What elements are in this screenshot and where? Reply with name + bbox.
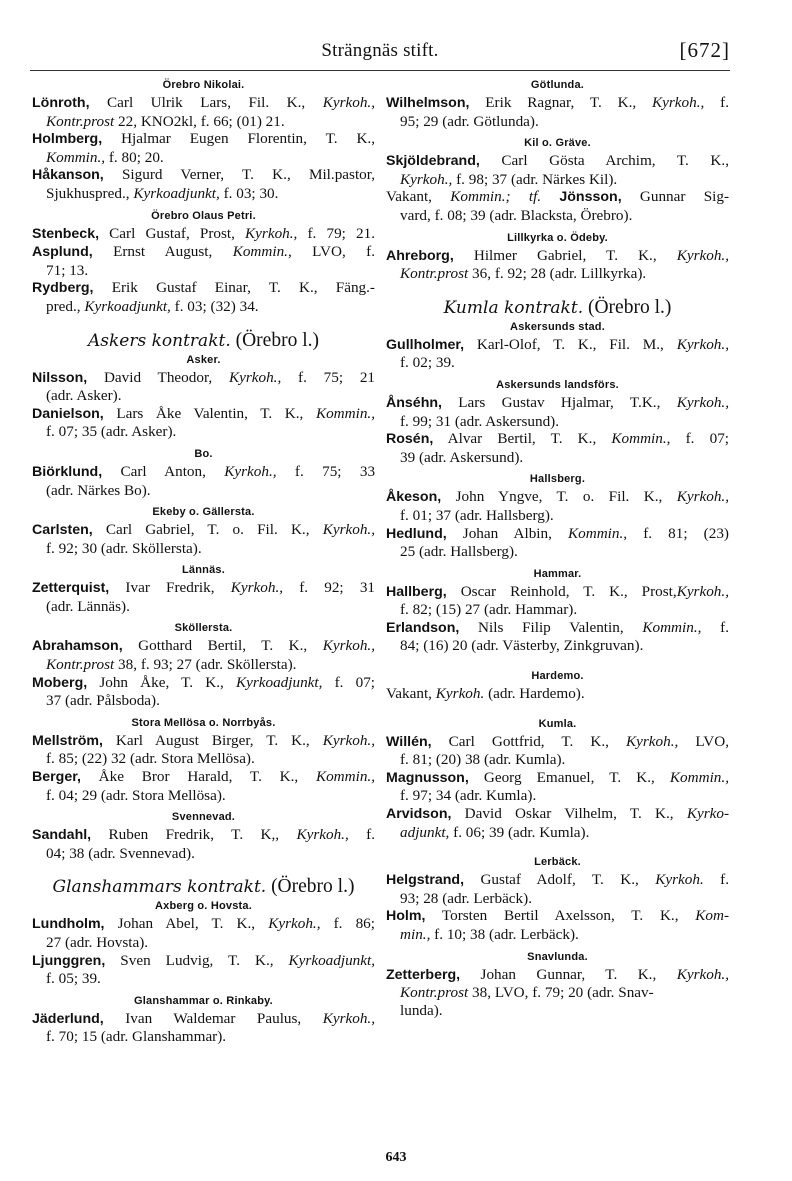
clergy-entry: Ljunggren, Sven Ludvig, T. K., Kyrkoadjunkt, f. 05; 39.: [32, 951, 376, 988]
clergy-entry: Sandahl, Ruben Fredrik, T. K,, Kyrkoh., f. 04; 38 (adr. Svennevad).: [32, 826, 376, 862]
contract-heading: Askers kontrakt. (Örebro l.): [88, 329, 319, 351]
parish-heading: Axberg o. Hovsta.: [155, 900, 252, 913]
parish-heading: Örebro Nikolai.: [162, 79, 245, 91]
parish-heading: Askersunds stad.: [510, 320, 605, 333]
clergy-entry: Jäderlund, Ivan Waldemar Paulus, Kyrkoh., f. 70; 15 (adr. Glanshammar).: [32, 1009, 376, 1046]
clergy-entry: Rosén, Alvar Bertil, T. K., Kommin., f. 07; 39 (adr. Askersund).: [386, 430, 730, 466]
clergy-entry: Holm, Torsten Bertil Axelsson, T. K., Kom- min., f. 10; 38 (adr. Lerbäck).: [386, 907, 729, 943]
clergy-entry: Wilhelmson, Erik Ragnar, T. K., Kyrkoh., f. 95; 29 (adr. Götlunda).: [386, 94, 729, 130]
clergy-entry: Ahreborg, Hilmer Gabriel, T. K., Kyrkoh., Kontr.prost 36, f. 92; 28 (adr. Lillkyrka).: [386, 246, 730, 283]
clergy-entry: Holmberg, Hjalmar Eugen Florentin, T. K., Kommin., f. 80; 20.: [32, 130, 376, 166]
contract-heading: Kumla kontrakt. (Örebro l.): [443, 296, 672, 318]
parish-heading: Snavlunda.: [527, 950, 588, 963]
clergy-entry: Åkeson, John Yngve, T. o. Fil. K., Kyrkoh., f. 01; 37 (adr. Hallsberg).: [386, 488, 730, 524]
parish-heading: Stora Mellösa o. Norrbyås.: [131, 716, 276, 729]
right-column: [386, 78, 729, 1019]
clergy-entry: Gullholmer, Karl-Olof, T. K., Fil. M., Kyrkoh., f. 02; 39.: [386, 335, 729, 372]
parish-heading: Hammar.: [533, 567, 582, 580]
parish-heading: Sköllersta.: [174, 622, 233, 635]
clergy-entry: Abrahamson, Gotthard Bertil, T. K., Kyrkoh., Kontr.prost 38, f. 93; 27 (adr. Sköllersta).: [32, 637, 376, 674]
clergy-entry: Moberg, John Åke, T. K., Kyrkoadjunkt, f. 07; 37 (adr. Pålsboda).: [32, 673, 376, 710]
parish-heading: Kil o. Gräve.: [524, 137, 591, 150]
parish-heading: Askersunds landsförs.: [496, 378, 619, 391]
clergy-entry: Mellström, Karl August Birger, T. K., Kyrkoh., f. 85; (22) 32 (adr. Stora Mellösa).: [32, 731, 376, 768]
left-column: [32, 78, 375, 1046]
clergy-entry: Carlsten, Carl Gabriel, T. o. Fil. K., Kyrkoh., f. 92; 30 (adr. Sköllersta).: [32, 521, 376, 557]
clergy-entry: Berger, Åke Bror Harald, T. K., Kommin., f. 04; 29 (adr. Stora Mellösa).: [32, 768, 376, 804]
clergy-entry: Lundholm, Johan Abel, T. K., Kyrkoh., f. 86; 27 (adr. Hovsta).: [32, 915, 375, 951]
clergy-entry: Ånséhn, Lars Gustav Hjalmar, T.K., Kyrkoh., f. 99; 31 (adr. Askersund).: [386, 393, 730, 430]
parish-heading: Örebro Olaus Petri.: [151, 209, 256, 222]
parish-heading: Ekeby o. Gällersta.: [152, 506, 255, 519]
clergy-entry: Arvidson, David Oskar Vilhelm, T. K., Kyrko- adjunkt, f. 06; 39 (adr. Kumla).: [386, 805, 730, 841]
clergy-entry: Erlandson, Nils Filip Valentin, Kommin., f. 84; (16) 20 (adr. Västerby, Zinkgruvan).: [386, 618, 730, 655]
clergy-entry: Magnusson, Georg Emanuel, T. K., Kommin., f. 97; 34 (adr. Kumla).: [386, 768, 729, 805]
running-title: Strängnäs stift.: [321, 40, 439, 61]
clergy-entry: Asplund, Ernst August, Kommin., LVO, f. 71; 13.: [32, 243, 375, 279]
parish-heading: Asker.: [186, 353, 221, 366]
clergy-entry: Hallberg, Oscar Reinhold, T. K., Prost,Kyrkoh., f. 82; (15) 27 (adr. Hammar).: [386, 582, 729, 619]
clergy-entry: Håkanson, Sigurd Verner, T. K., Mil.pastor, Sjukhuspred., Kyrkoadjunkt, f. 03; 30.: [32, 166, 376, 202]
clergy-entry: Nilsson, David Theodor, Kyrkoh., f. 75; 21 (adr. Asker).: [32, 368, 376, 405]
clergy-entry: Biörklund, Carl Anton, Kyrkoh., f. 75; 33 (adr. Närkes Bo).: [32, 462, 376, 499]
running-header: [30, 38, 730, 64]
parish-heading: Hallsberg.: [529, 473, 586, 486]
parish-heading: Lännäs.: [182, 564, 225, 577]
clergy-entry: Danielson, Lars Åke Valentin, T. K., Kommin., f. 07; 35 (adr. Asker).: [32, 404, 376, 441]
clergy-entry: Willén, Carl Gottfrid, T. K., Kyrkoh., LVO, f. 81; (20) 38 (adr. Kumla).: [386, 732, 730, 769]
parish-heading: Kumla.: [538, 717, 577, 730]
contract-heading: Glanshammars kontrakt. (Örebro l.): [52, 876, 355, 898]
parish-heading: Götlunda.: [530, 79, 585, 91]
clergy-entry: Rydberg, Erik Gustaf Einar, T. K., Fäng.- pred., Kyrkoadjunkt, f. 03; (32) 34.: [32, 279, 375, 315]
clergy-entry: Zetterberg, Johan Gunnar, T. K., Kyrkoh., Kontr.prost 38, LVO, f. 79; 20 (adr. Snav- lunda).: [386, 965, 730, 1019]
page-number: 643: [385, 1150, 407, 1165]
parish-heading: Lillkyrka o. Ödeby.: [507, 231, 608, 244]
bracketed-page-number: [672]: [679, 38, 730, 62]
parish-heading: Lerbäck.: [534, 856, 581, 869]
parish-heading: Hardemo.: [531, 670, 584, 683]
clergy-entry: Vakant, Kommin.; tf. Jönsson, Gunnar Sig- vard, f. 08; 39 (adr. Blacksta, Örebro).: [386, 188, 730, 224]
header-rule: [30, 70, 730, 71]
parish-heading: Glanshammar o. Rinkaby.: [134, 994, 273, 1007]
parish-heading: Bo.: [194, 447, 213, 460]
clergy-entry: Skjöldebrand, Carl Gösta Archim, T. K., Kyrkoh., f. 98; 37 (adr. Närkes Kil).: [386, 152, 729, 188]
clergy-entry: Vakant, Kyrkoh. (adr. Hardemo).: [386, 685, 585, 703]
clergy-entry: Hedlund, Johan Albin, Kommin., f. 81; (23) 25 (adr. Hallsberg).: [386, 524, 729, 561]
clergy-entry: Helgstrand, Gustaf Adolf, T. K., Kyrkoh. f. 93; 28 (adr. Lerbäck).: [386, 871, 730, 907]
clergy-entry: Lönroth, Carl Ulrik Lars, Fil. K., Kyrkoh., Kontr.prost 22, KNO2kl, f. 66; (01) 21.: [32, 94, 376, 130]
parish-heading: Svennevad.: [171, 811, 236, 824]
clergy-entry: Stenbeck, Carl Gustaf, Prost, Kyrkoh., f. 79; 21.: [32, 224, 376, 242]
clergy-entry: Zetterquist, Ivar Fredrik, Kyrkoh., f. 92; 31 (adr. Lännäs).: [32, 579, 376, 615]
